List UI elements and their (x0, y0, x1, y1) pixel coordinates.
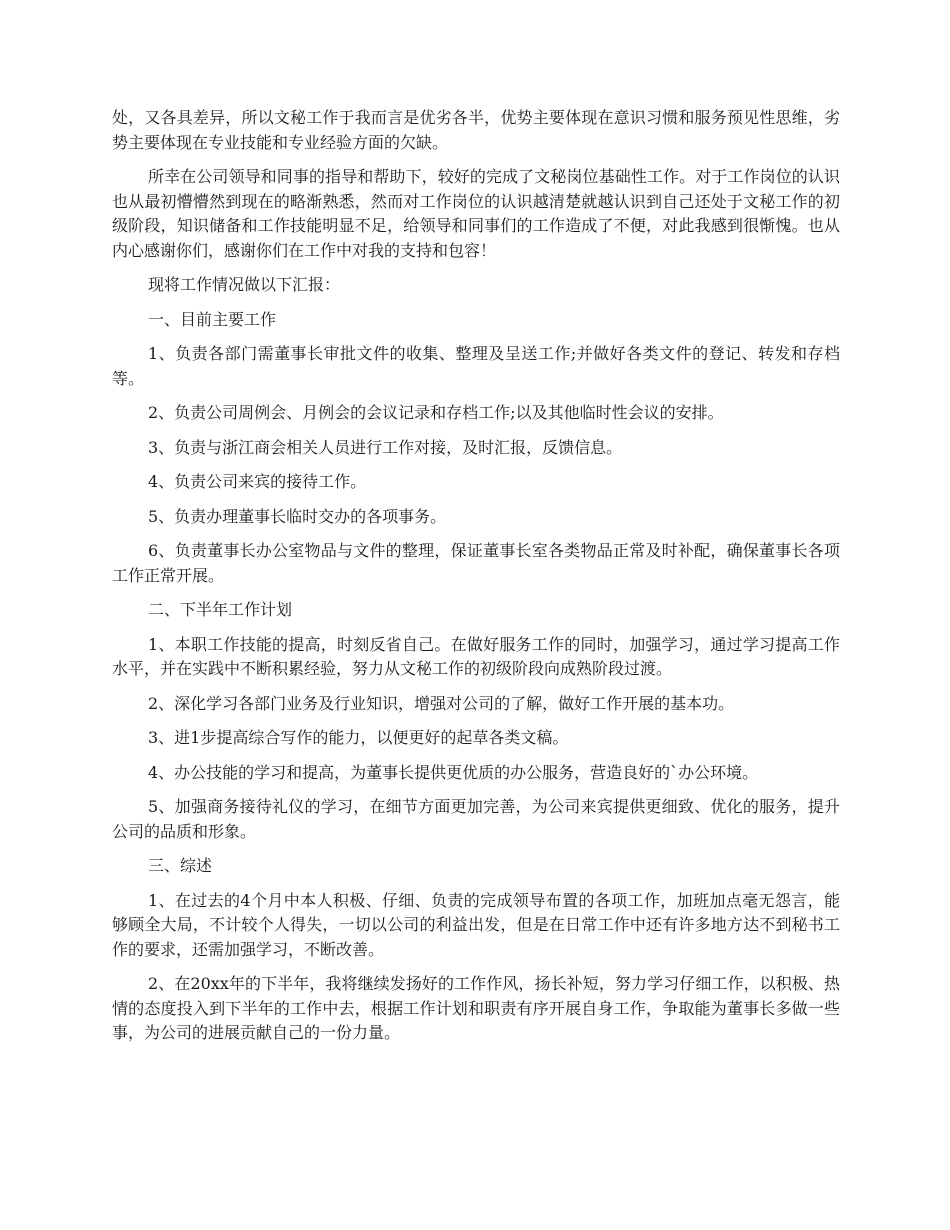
list-item-current-work-6: 6、负责董事长办公室物品与文件的整理，保证董事长室各类物品正常及时补配，确保董事长各项工作正常开展。 (112, 541, 840, 585)
list-item-current-work-5: 5、负责办理董事长临时交办的各项事务。 (148, 506, 447, 526)
section-heading-summary: 三、综述 (148, 856, 213, 875)
list-item-current-work-4: 4、负责公司来宾的接待工作。 (148, 472, 367, 491)
list-item-summary-1: 1、在过去的4个月中本人积极、仔细、负责的完成领导布置的各项工作，加班加点毫无怨言，能够顾全大局，不计较个人得失，一切以公司的利益出发，但是在日常工作中还有许多地方达不到秘书工作的要求，还需加强学习，不断改善。 (112, 890, 840, 959)
list-item-plan-5: 5、加强商务接待礼仪的学习，在细节方面更加完善，为公司来宾提供更细致、优化的服务，提升公司的品质和形象。 (112, 797, 840, 841)
paragraph-report-lead: 现将工作情况做以下汇报： (148, 275, 341, 294)
list-item-summary-2: 2、在20xx年的下半年，我将继续发扬好的工作作风，扬长补短，努力学习仔细工作，以积极、热情的态度投入到下半年的工作中去，根据工作计划和职责有序开展自身工作，争取能为董事长多做一些事，为公司的进展贡献自己的一份力量。 (112, 974, 840, 1042)
list-item-plan-4: 4、办公技能的学习和提高，为董事长提供更优质的办公服务，营造良好的`办公环境。 (148, 762, 759, 782)
list-item-plan-1: 1、本职工作技能的提高，时刻反省自己。在做好服务工作的同时，加强学习，通过学习提高工作水平，并在实践中不断积累经验，努力从文秘工作的初级阶段向成熟阶段过渡。 (112, 634, 840, 678)
list-item-current-work-1: 1、负责各部门需董事长审批文件的收集、整理及呈送工作;并做好各类文件的登记、转发和存档等。 (112, 344, 840, 388)
section-heading-plan: 二、下半年工作计划 (148, 600, 293, 619)
document-page (112, 106, 840, 1056)
paragraph-gratitude: 所幸在公司领导和同事的指导和帮助下，较好的完成了文秘岗位基础性工作。对于工作岗位的认识也从最初懵懵然到现在的略渐熟悉，然而对工作岗位的认识越清楚就越认识到自己还处于文秘工作的初级阶段，知识储备和工作技能明显不足，给领导和同事们的工作造成了不便，对此我感到很惭愧。也从内心感谢你们，感谢你们在工作中对我的支持和包容！ (112, 167, 840, 260)
list-item-current-work-2: 2、负责公司周例会、月例会的会议记录和存档工作;以及其他临时性会议的安排。 (148, 403, 724, 422)
section-heading-current-work: 一、目前主要工作 (148, 309, 277, 329)
list-item-plan-2: 2、深化学习各部门业务及行业知识，增强对公司的了解，做好工作开展的基本功。 (148, 693, 735, 713)
list-item-current-work-3: 3、负责与浙江商会相关人员进行工作对接，及时汇报，反馈信息。 (148, 437, 623, 457)
list-item-plan-3: 3、进1步提高综合写作的能力，以便更好的起草各类文稿。 (148, 728, 569, 747)
paragraph-intro-continuation: 处，又各具差异，所以文秘工作于我而言是优劣各半，优势主要体现在意识习惯和服务预见性思维，劣势主要体现在专业技能和专业经验方面的欠缺。 (112, 108, 840, 152)
